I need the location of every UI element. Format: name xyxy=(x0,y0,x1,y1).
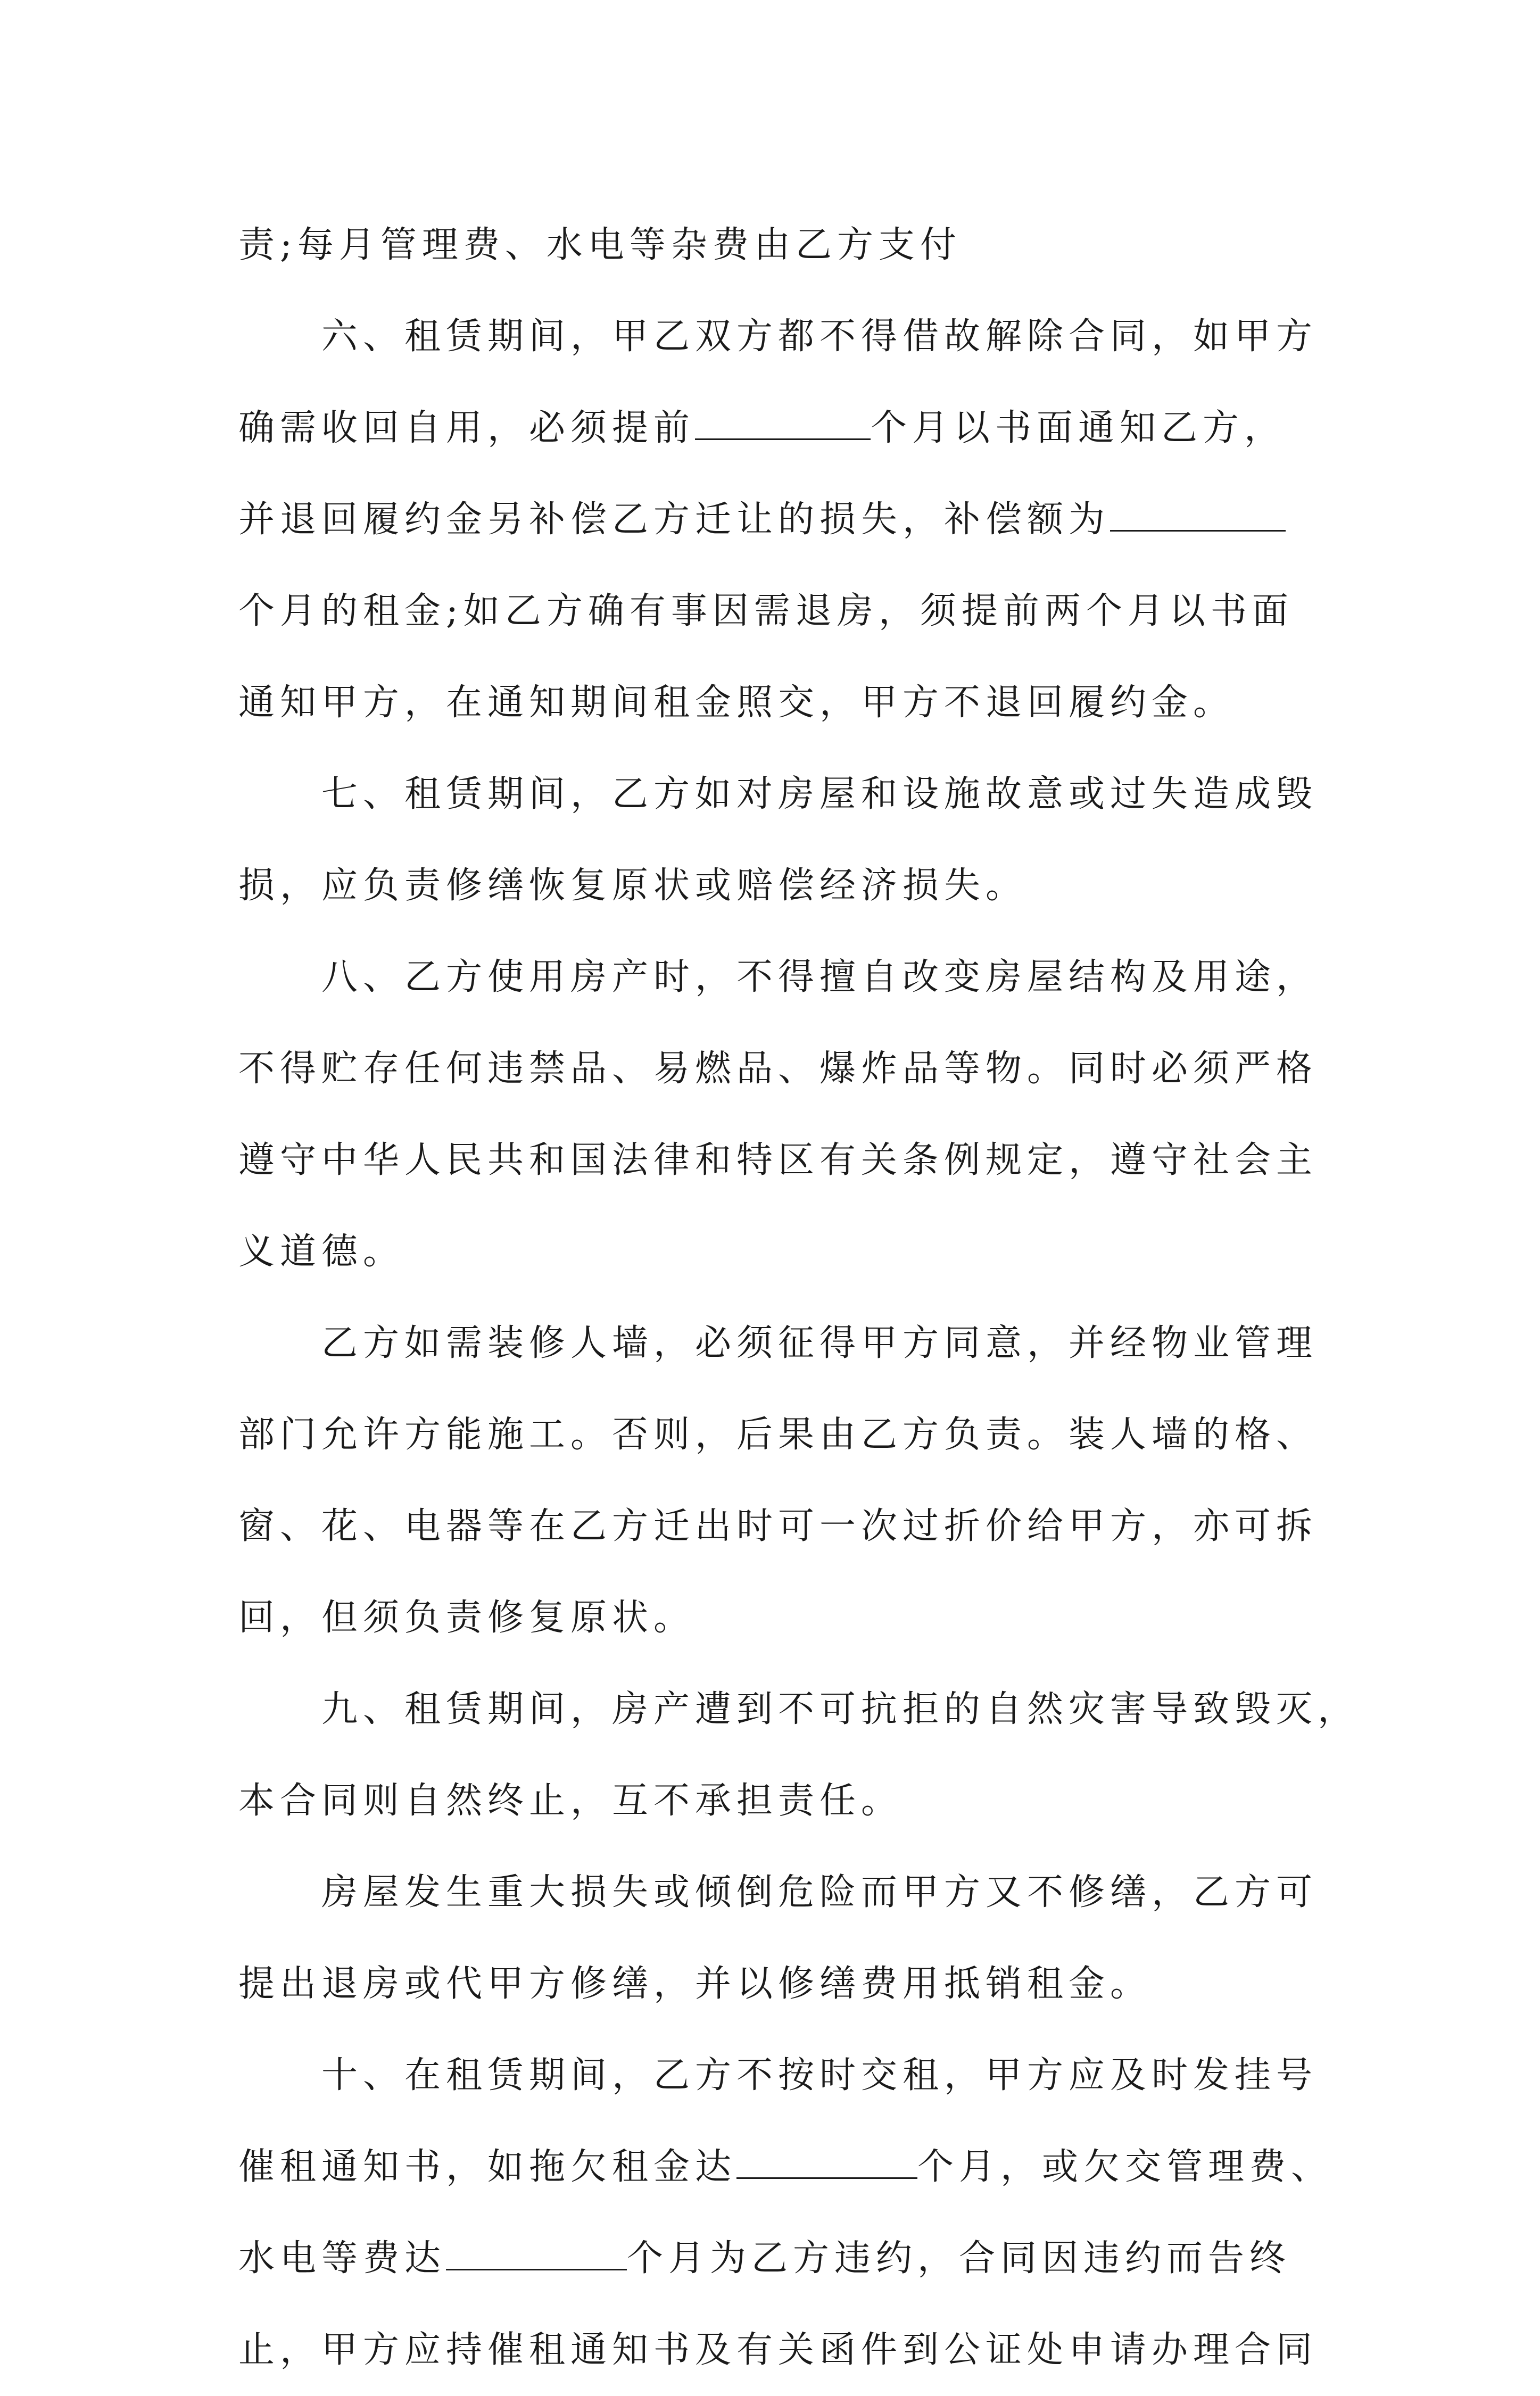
text-line: 责;每月管理费、水电等杂费由乙方支付 xyxy=(238,224,962,266)
text-segment: 个月为乙方违约，合同因违约而告终 xyxy=(627,2237,1291,2279)
text-line-with-blank xyxy=(238,383,1315,474)
text-line: 回，但须负责修复原状。 xyxy=(238,1597,696,1639)
text-line-with-blank xyxy=(238,2121,1333,2213)
text-segment: 催租通知书，如拖欠租金达 xyxy=(238,2146,737,2188)
paragraph-start: 乙方如需装修人墙，必须征得甲方同意，并经物业管理 xyxy=(321,1322,1318,1364)
fill-in-blank xyxy=(446,2237,627,2270)
fill-in-blank xyxy=(736,2145,917,2179)
paragraph-start: 房屋发生重大损失或倾倒危险而甲方又不修缮，乙方可 xyxy=(321,1871,1318,1913)
document-body xyxy=(238,200,1360,2396)
text-line-with-blank xyxy=(238,2213,1315,2304)
text-line: 个月的租金;如乙方确有事因需退房，须提前两个月以书面 xyxy=(238,590,1294,632)
text-segment: 水电等费达 xyxy=(238,2237,446,2279)
text-line: 义道德。 xyxy=(238,1231,405,1273)
text-segment: 确需收回自用，必须提前 xyxy=(238,407,696,449)
text-line-with-blank xyxy=(238,474,1315,566)
clause-10-start: 十、在租赁期间，乙方不按时交租，甲方应及时发挂号 xyxy=(321,2054,1318,2096)
text-segment: 个月以书面通知乙方， xyxy=(871,407,1286,449)
fill-in-blank xyxy=(695,407,871,440)
text-segment: 个月，或欠交管理费、 xyxy=(917,2146,1333,2188)
text-line: 提出退房或代甲方修缮，并以修缮费用抵销租金。 xyxy=(238,1963,1152,2005)
text-line: 损，应负责修缮恢复原状或赔偿经济损失。 xyxy=(238,865,1028,907)
text-line: 本合同则自然终止，互不承担责任。 xyxy=(238,1780,903,1822)
clause-8-start: 八、乙方使用房产时，不得擅自改变房屋结构及用途， xyxy=(321,956,1318,998)
text-line: 止，甲方应持催租通知书及有关函件到公证处申请办理合同 xyxy=(238,2329,1318,2371)
clause-7-start: 七、租赁期间，乙方如对房屋和设施故意或过失造成毁 xyxy=(321,773,1318,815)
text-line: 部门允许方能施工。否则，后果由乙方负责。装人墙的格、 xyxy=(238,1414,1318,1456)
text-segment: 并退回履约金另补偿乙方迁让的损失，补偿额为 xyxy=(238,499,1111,541)
fill-in-blank xyxy=(1110,498,1286,532)
text-line: 遵守中华人民共和国法律和特区有关条例规定，遵守社会主 xyxy=(238,1139,1318,1181)
text-line: 窗、花、电器等在乙方迁出时可一次过折价给甲方，亦可拆 xyxy=(238,1505,1318,1547)
text-line: 通知甲方，在通知期间租金照交，甲方不退回履约金。 xyxy=(238,682,1235,724)
clause-6-start: 六、租赁期间，甲乙双方都不得借故解除合同，如甲方 xyxy=(321,316,1318,358)
text-line: 不得贮存任何违禁品、易燃品、爆炸品等物。同时必须严格 xyxy=(238,1048,1318,1090)
clause-9-start: 九、租赁期间，房产遭到不可抗拒的自然灾害导致毁灭， xyxy=(321,1688,1360,1730)
